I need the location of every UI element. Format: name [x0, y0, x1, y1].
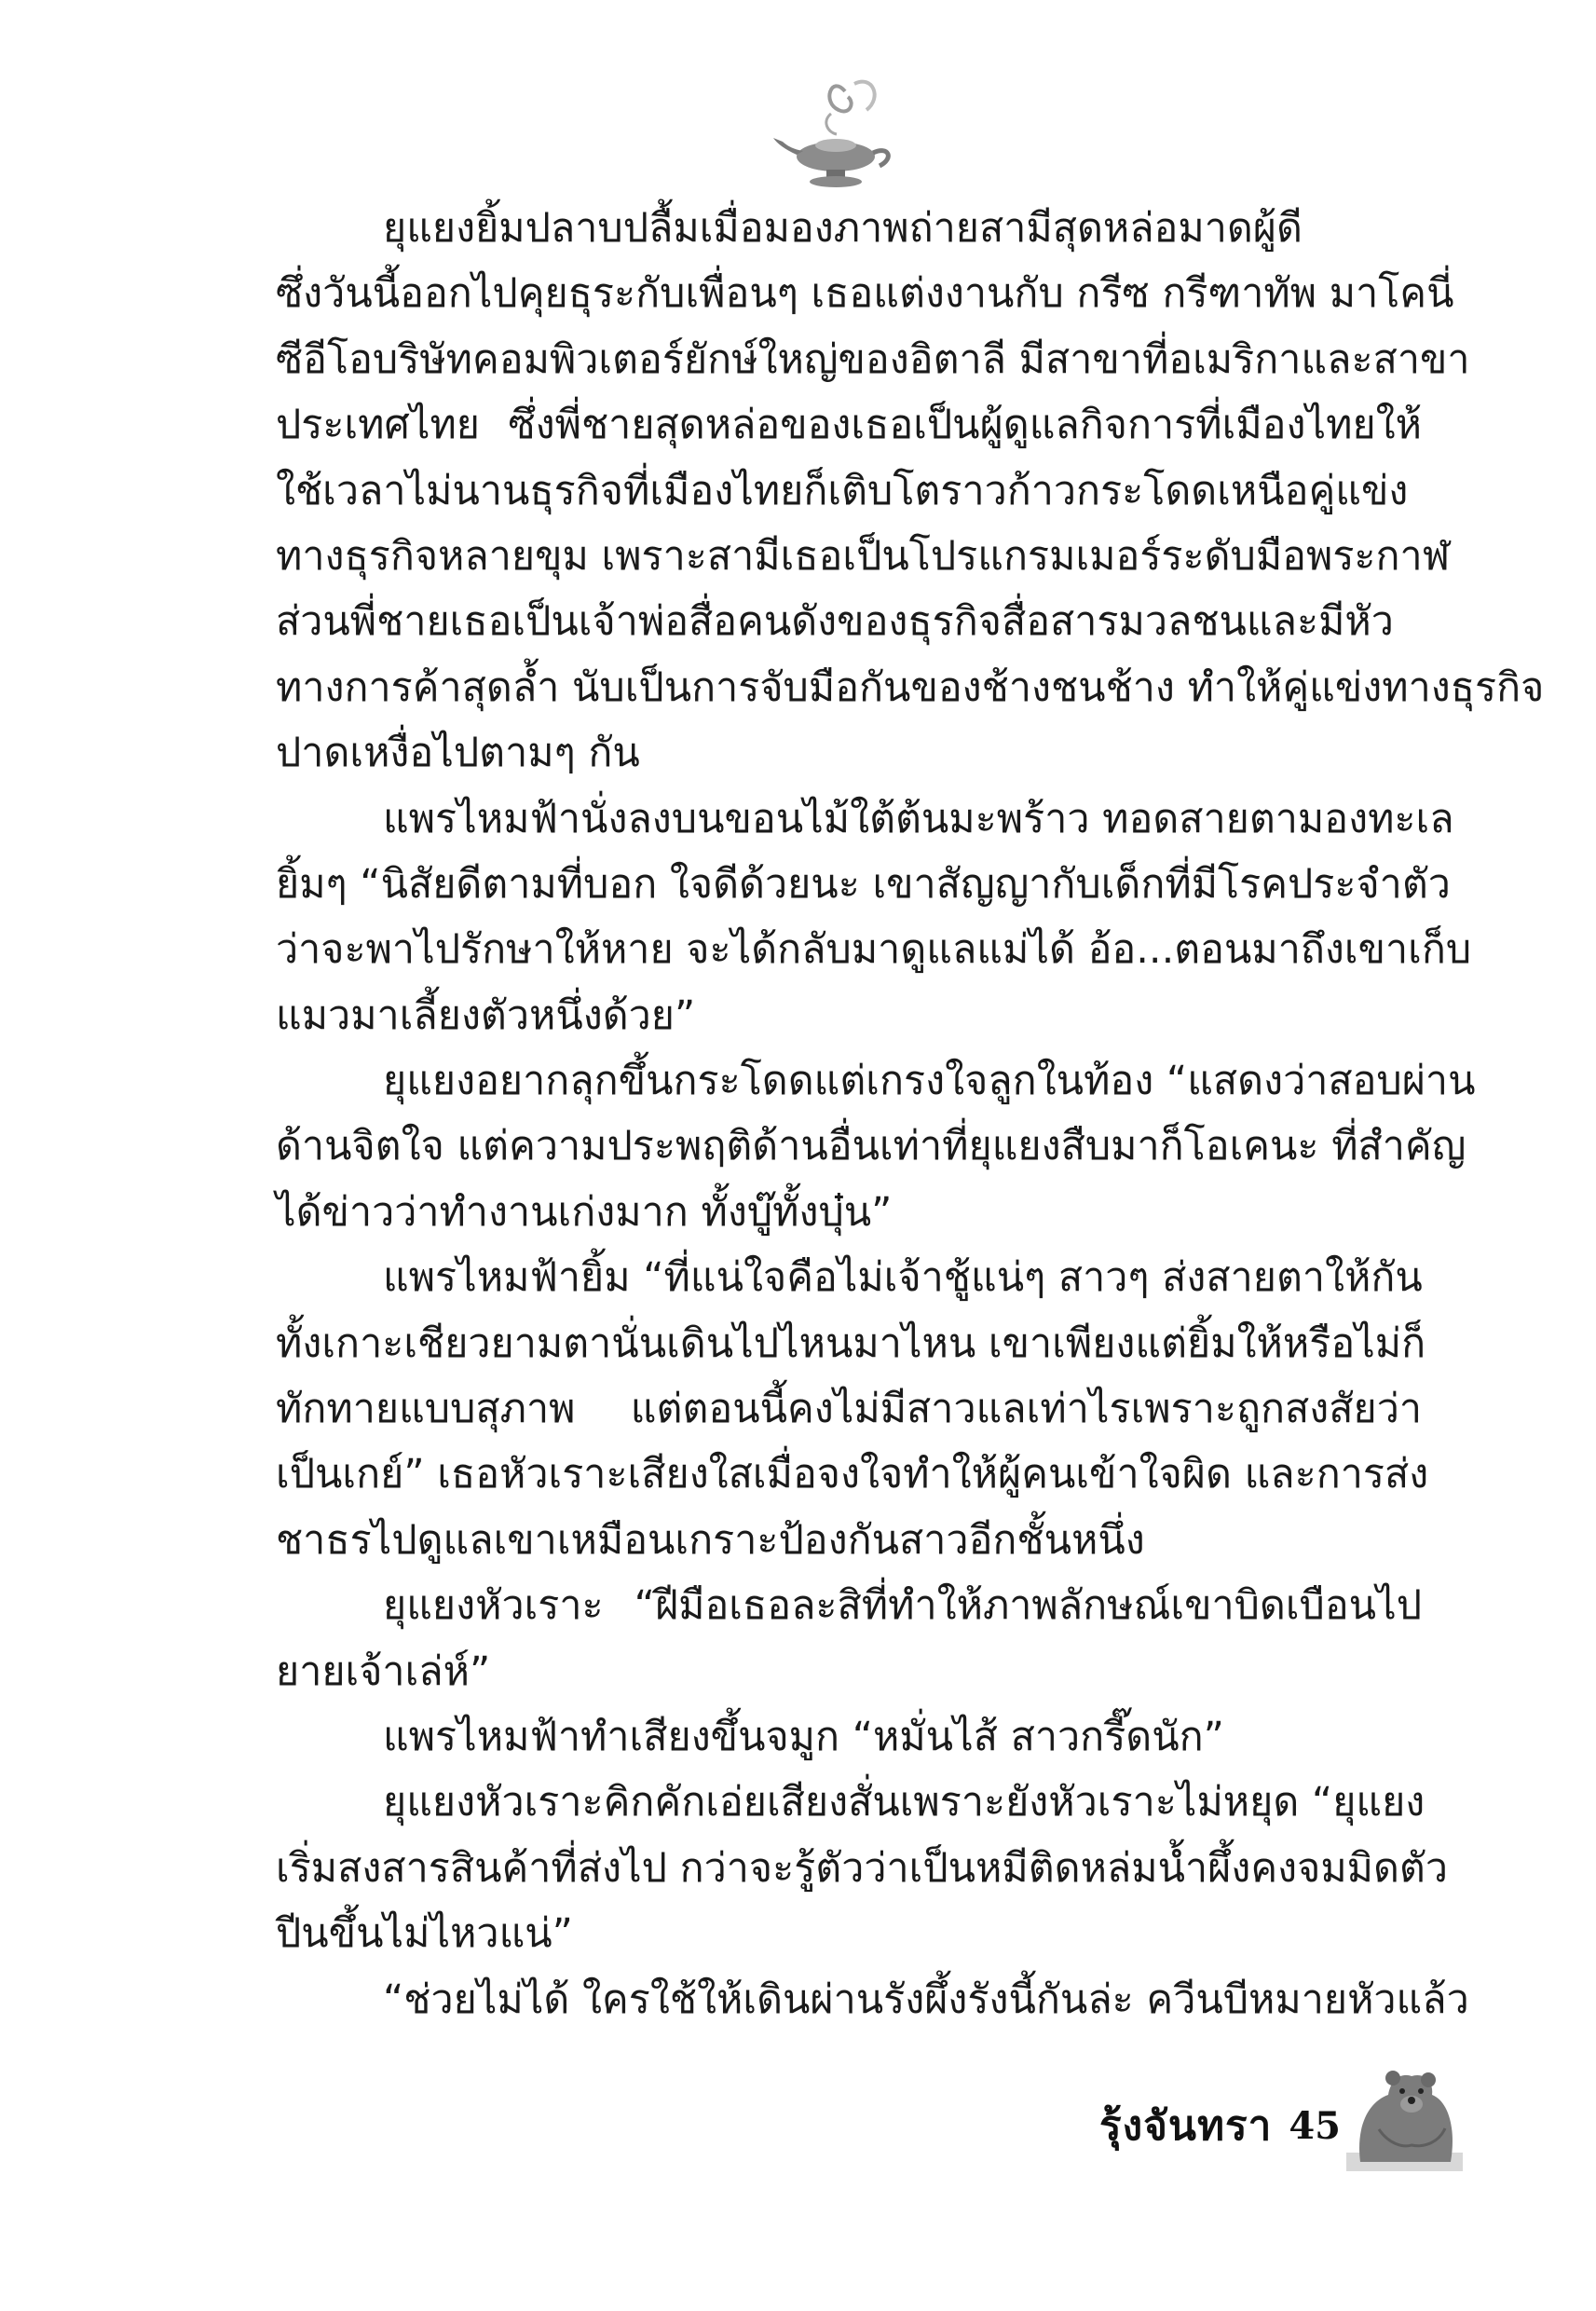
page-footer [1099, 2084, 1341, 2167]
genie-lamp-icon [766, 65, 906, 205]
text-line: ปาดเหงื่อไปตามๆ กัน [276, 730, 640, 777]
text-line: แพรไหมฟ้านั่งลงบนขอนไม้ใต้ต้นมะพร้าว ทอดสายตามองทะเล [383, 795, 1454, 842]
text-line: ใช้เวลาไม่นานธุรกิจที่เมืองไทยก็เติบโตราวก้าวกระโดดเหนือคู่แข่ง [276, 467, 1409, 514]
text-line: ด้านจิตใจ แต่ความประพฤติด้านอื่นเท่าที่ยุแยงสืบมาก็โอเคนะ ที่สำคัญ [276, 1123, 1466, 1170]
text-line: “ช่วยไม่ได้ ใครใช้ให้เดินผ่านรังผึ้งรังนี้กันล่ะ ควีนบีหมายหัวแล้ว [383, 1976, 1469, 2023]
text-line: ยุแยงยิ้มปลาบปลื้มเมื่อมองภาพถ่ายสามีสุดหล่อมาดผู้ดี [383, 205, 1303, 252]
text-line: ทางธุรกิจหลายขุม เพราะสามีเธอเป็นโปรแกรมเมอร์ระดับมือพระกาฬ [276, 532, 1451, 580]
text-line: ปีนขึ้นไม่ไหวแน่” [276, 1910, 573, 1958]
text-line: ยุแยงหัวเราะคิกคักเอ่ยเสียงสั่นเพราะยังหัวเราะไม่หยุด “ยุแยง [383, 1779, 1425, 1826]
text-line: แมวมาเลี้ยงตัวหนึ่งด้วย” [276, 991, 696, 1039]
text-line: ว่าจะพาไปรักษาให้หาย จะได้กลับมาดูแลแม่ได้ อ้อ...ตอนมาถึงเขาเก็บ [276, 926, 1472, 974]
text-line: ยิ้มๆ “นิสัยดีตามที่บอก ใจดีด้วยนะ เขาสัญญากับเด็กที่มีโรคประจำตัว [276, 860, 1451, 908]
text-line: เริ่มสงสารสินค้าที่ส่งไป กว่าจะรู้ตัวว่าเป็นหมีติดหล่มน้ำผึ้งคงจมมิดตัว [276, 1844, 1449, 1892]
text-line: ยายเจ้าเล่ห์” [276, 1648, 491, 1695]
text-line: ทั้งเกาะเชียวยามตานั่นเดินไปไหนมาไหน เขาเพียงแต่ยิ้มให้หรือไม่ก็ [276, 1320, 1426, 1367]
text-line: ยุแยงอยากลุกขึ้นกระโดดแต่เกรงใจลูกในท้อง “แสดงว่าสอบผ่าน [383, 1058, 1476, 1105]
text-line: แพรไหมฟ้ายิ้ม “ที่แน่ใจคือไม่เจ้าชู้แน่ๆ สาวๆ ส่งสายตาให้กัน [383, 1254, 1423, 1302]
text-line: ยุแยงหัวเราะ “ฝีมือเธอละสิที่ทำให้ภาพลักษณ์เขาบิดเบือนไป [383, 1582, 1422, 1630]
body-text [276, 196, 1545, 2032]
text-line: ประเทศไทย ซึ่งพี่ชายสุดหล่อของเธอเป็นผู้ดูแลกิจการที่เมืองไทยให้ [276, 402, 1422, 449]
text-line: ชาธรไปดูแลเขาเหมือนเกราะป้องกันสาวอีกชั้นหนึ่ง [276, 1516, 1145, 1564]
page-number: 45 [1289, 2103, 1341, 2148]
text-line: ซึ่งวันนี้ออกไปคุยธุระกับเพื่อนๆ เธอแต่งงานกับ กรีซ กรีฑาทัพ มาโคนี่ [276, 270, 1454, 318]
text-line: ได้ข่าวว่าทำงานเก่งมาก ทั้งบู๊ทั้งบุ๋น” [276, 1188, 893, 1236]
text-line: เป็นเกย์” เธอหัวเราะเสียงใสเมื่อจงใจทำให้ผู้คนเข้าใจผิด และการส่ง [276, 1451, 1429, 1498]
text-line: ทักทายแบบสุภาพ แต่ตอนนี้คงไม่มีสาวแลเท่าไรเพราะถูกสงสัยว่า [276, 1386, 1422, 1433]
text-line: แพรไหมฟ้าทำเสียงขึ้นจมูก “หมั่นไส้ สาวกรี๊ดนัก” [383, 1713, 1224, 1760]
book-title: รุ้งจันทรา [1099, 2102, 1273, 2150]
text-line: ทางการค้าสุดล้ำ นับเป็นการจับมือกันของช้างชนช้าง ทำให้คู่แข่งทางธุรกิจ [276, 663, 1545, 711]
text-line: ซีอีโอบริษัทคอมพิวเตอร์ยักษ์ใหญ่ของอิตาลี มีสาขาที่อเมริกาและสาขา [276, 335, 1470, 383]
bear-icon [1346, 2059, 1463, 2171]
text-line: ส่วนพี่ชายเธอเป็นเจ้าพ่อสื่อคนดังของธุรกิจสื่อสารมวลชนและมีหัว [276, 598, 1394, 646]
